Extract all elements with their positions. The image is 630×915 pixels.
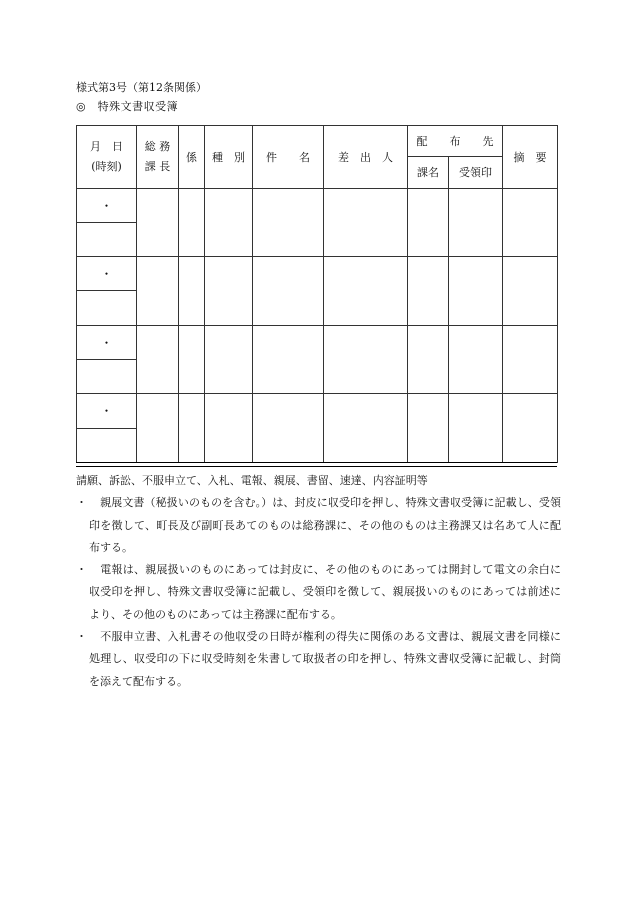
- section-cell[interactable]: [179, 394, 205, 463]
- table-row: [77, 188, 558, 222]
- dist-seal-cell[interactable]: [449, 325, 503, 394]
- dist-section-cell[interactable]: [408, 257, 449, 326]
- bullet-marker: ・: [76, 630, 87, 644]
- dist-section-cell[interactable]: [408, 188, 449, 257]
- subject-cell[interactable]: [253, 188, 324, 257]
- date-cell[interactable]: ・: [77, 325, 137, 359]
- remarks-cell[interactable]: [503, 257, 558, 326]
- table-row: [77, 394, 558, 428]
- notes: [76, 470, 561, 693]
- bullet-marker: ・: [76, 496, 87, 510]
- header-subject: 件 名: [253, 126, 324, 189]
- note-text: 不服申立書、入札書その他収受の日時が権利の得失に関係のある文書は、親展文書を同様に処理し、収受印の下に収受時刻を朱書して取扱者の印を押し、特殊文書収受簿に記載し、封筒を添えて配布する。: [89, 630, 561, 688]
- remarks-cell[interactable]: [503, 188, 558, 257]
- chief-cell[interactable]: [137, 325, 179, 394]
- section-cell[interactable]: [179, 188, 205, 257]
- note-item: [76, 559, 561, 626]
- notes-summary: 請願、訴訟、不服申立て、入札、電報、親展、書留、速達、内容証明等: [76, 474, 428, 487]
- dist-section-cell[interactable]: [408, 394, 449, 463]
- subject-cell[interactable]: [253, 394, 324, 463]
- sender-cell[interactable]: [324, 394, 408, 463]
- type-cell[interactable]: [205, 257, 253, 326]
- header-distribution: 配 布 先: [408, 126, 503, 157]
- type-cell[interactable]: [205, 394, 253, 463]
- header-date: 月 日 (時刻): [77, 126, 137, 189]
- header-remarks: 摘 要: [503, 126, 558, 189]
- form-number: 様式第3号（第12条関係）: [76, 81, 207, 94]
- header-section: 係: [179, 126, 205, 189]
- header-dist-seal: 受領印: [449, 157, 503, 188]
- chief-cell[interactable]: [137, 257, 179, 326]
- date-cell[interactable]: ・: [77, 257, 137, 291]
- sender-cell[interactable]: [324, 325, 408, 394]
- header-dist-section: 課名: [408, 157, 449, 188]
- page-title: ◎ 特殊文書収受簿: [76, 100, 179, 113]
- sender-cell[interactable]: [324, 257, 408, 326]
- time-cell[interactable]: [77, 360, 137, 394]
- dist-seal-cell[interactable]: [449, 257, 503, 326]
- date-cell[interactable]: ・: [77, 188, 137, 222]
- table-bottom-double-rule: [76, 462, 557, 467]
- sender-cell[interactable]: [324, 188, 408, 257]
- date-cell[interactable]: ・: [77, 394, 137, 428]
- remarks-cell[interactable]: [503, 325, 558, 394]
- chief-cell[interactable]: [137, 188, 179, 257]
- time-cell[interactable]: [77, 428, 137, 462]
- type-cell[interactable]: [205, 188, 253, 257]
- remarks-cell[interactable]: [503, 394, 558, 463]
- receipt-ledger-table: [76, 125, 558, 463]
- dist-seal-cell[interactable]: [449, 188, 503, 257]
- chief-cell[interactable]: [137, 394, 179, 463]
- subject-cell[interactable]: [253, 325, 324, 394]
- dist-section-cell[interactable]: [408, 325, 449, 394]
- note-text: 電報は、親展扱いのものにあっては封皮に、その他のものにあっては開封して電文の余白に収受印を押し、特殊文書収受簿に記載し、受領印を徴して、親展扱いのものにあっては前述により、その他のものにあっては主務課に配布する。: [89, 563, 561, 621]
- header-type: 種 別: [205, 126, 253, 189]
- subject-cell[interactable]: [253, 257, 324, 326]
- dist-seal-cell[interactable]: [449, 394, 503, 463]
- table-row: [77, 325, 558, 359]
- header-sender: 差 出 人: [324, 126, 408, 189]
- section-cell[interactable]: [179, 257, 205, 326]
- note-item: [76, 492, 561, 559]
- type-cell[interactable]: [205, 325, 253, 394]
- time-cell[interactable]: [77, 291, 137, 325]
- section-cell[interactable]: [179, 325, 205, 394]
- table-row: [77, 257, 558, 291]
- note-text: 親展文書（秘扱いのものを含む。）は、封皮に収受印を押し、特殊文書収受簿に記載し、受領印を徴して、町長及び副町長あてのものは総務課に、その他のものは主務課又は名あて人に配布する。: [89, 496, 561, 554]
- note-item: [76, 626, 561, 693]
- header-general-affairs-chief: 総 務 課 長: [137, 126, 179, 189]
- time-cell[interactable]: [77, 222, 137, 256]
- bullet-marker: ・: [76, 563, 87, 577]
